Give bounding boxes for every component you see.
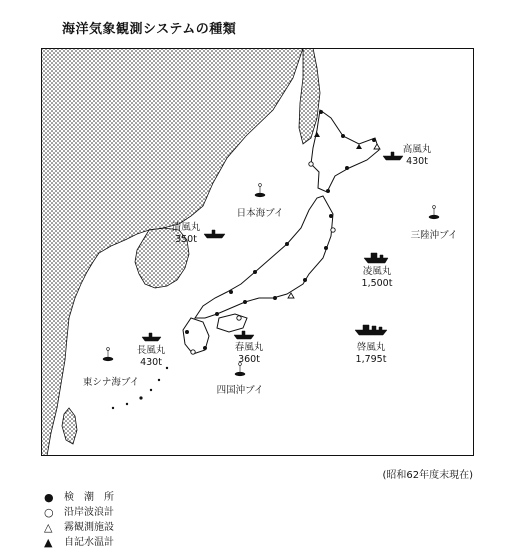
legend-label: 沿岸波浪計 (64, 507, 114, 518)
filled-triangle-icon: ▲ (44, 536, 53, 549)
legend-item (44, 520, 114, 535)
map (41, 48, 474, 456)
ship-tonnage-keifu: 1,795t (355, 354, 387, 365)
ship-label-keifu: 啓風丸 (356, 342, 386, 353)
legend-label: 霧観測施設 (64, 522, 114, 533)
buoy-label-sanriku: 三陸沖ブイ (410, 230, 458, 241)
ship-label-koufu: 高風丸 (402, 144, 432, 155)
ship-tonnage-shunpu: 360t (238, 354, 260, 365)
ship-tonnage-seifu: 350t (175, 234, 197, 245)
filled-circle-icon: ● (44, 491, 54, 504)
legend-item (44, 505, 114, 520)
legend-item (44, 490, 114, 505)
legend-label: 自記水温計 (64, 537, 114, 548)
buoy-label-nihonkai: 日本海ブイ (236, 208, 284, 219)
legend-item (44, 535, 114, 550)
open-triangle-icon: △ (44, 521, 53, 534)
map-title: 海洋気象観測システムの種類 (62, 22, 237, 37)
ship-label-seifu: 清風丸 (171, 222, 201, 233)
buoy-label-shikoku: 四国沖ブイ (216, 385, 264, 396)
ship-tonnage-koufu: 430t (406, 156, 428, 167)
legend-label: 検 潮 所 (64, 492, 114, 503)
ship-tonnage-ryofu: 1,500t (361, 278, 393, 289)
ship-label-ryofu: 凌風丸 (362, 266, 392, 277)
as-of-note: (昭和62年度末現在) (382, 470, 473, 481)
ship-label-shunpu: 春風丸 (234, 342, 264, 353)
buoy-label-higashishina: 東シナ海ブイ (82, 377, 140, 388)
open-circle-icon: ○ (44, 506, 54, 519)
ship-label-chofu: 長風丸 (136, 345, 166, 356)
ship-tonnage-chofu: 430t (140, 357, 162, 368)
legend (44, 490, 114, 550)
